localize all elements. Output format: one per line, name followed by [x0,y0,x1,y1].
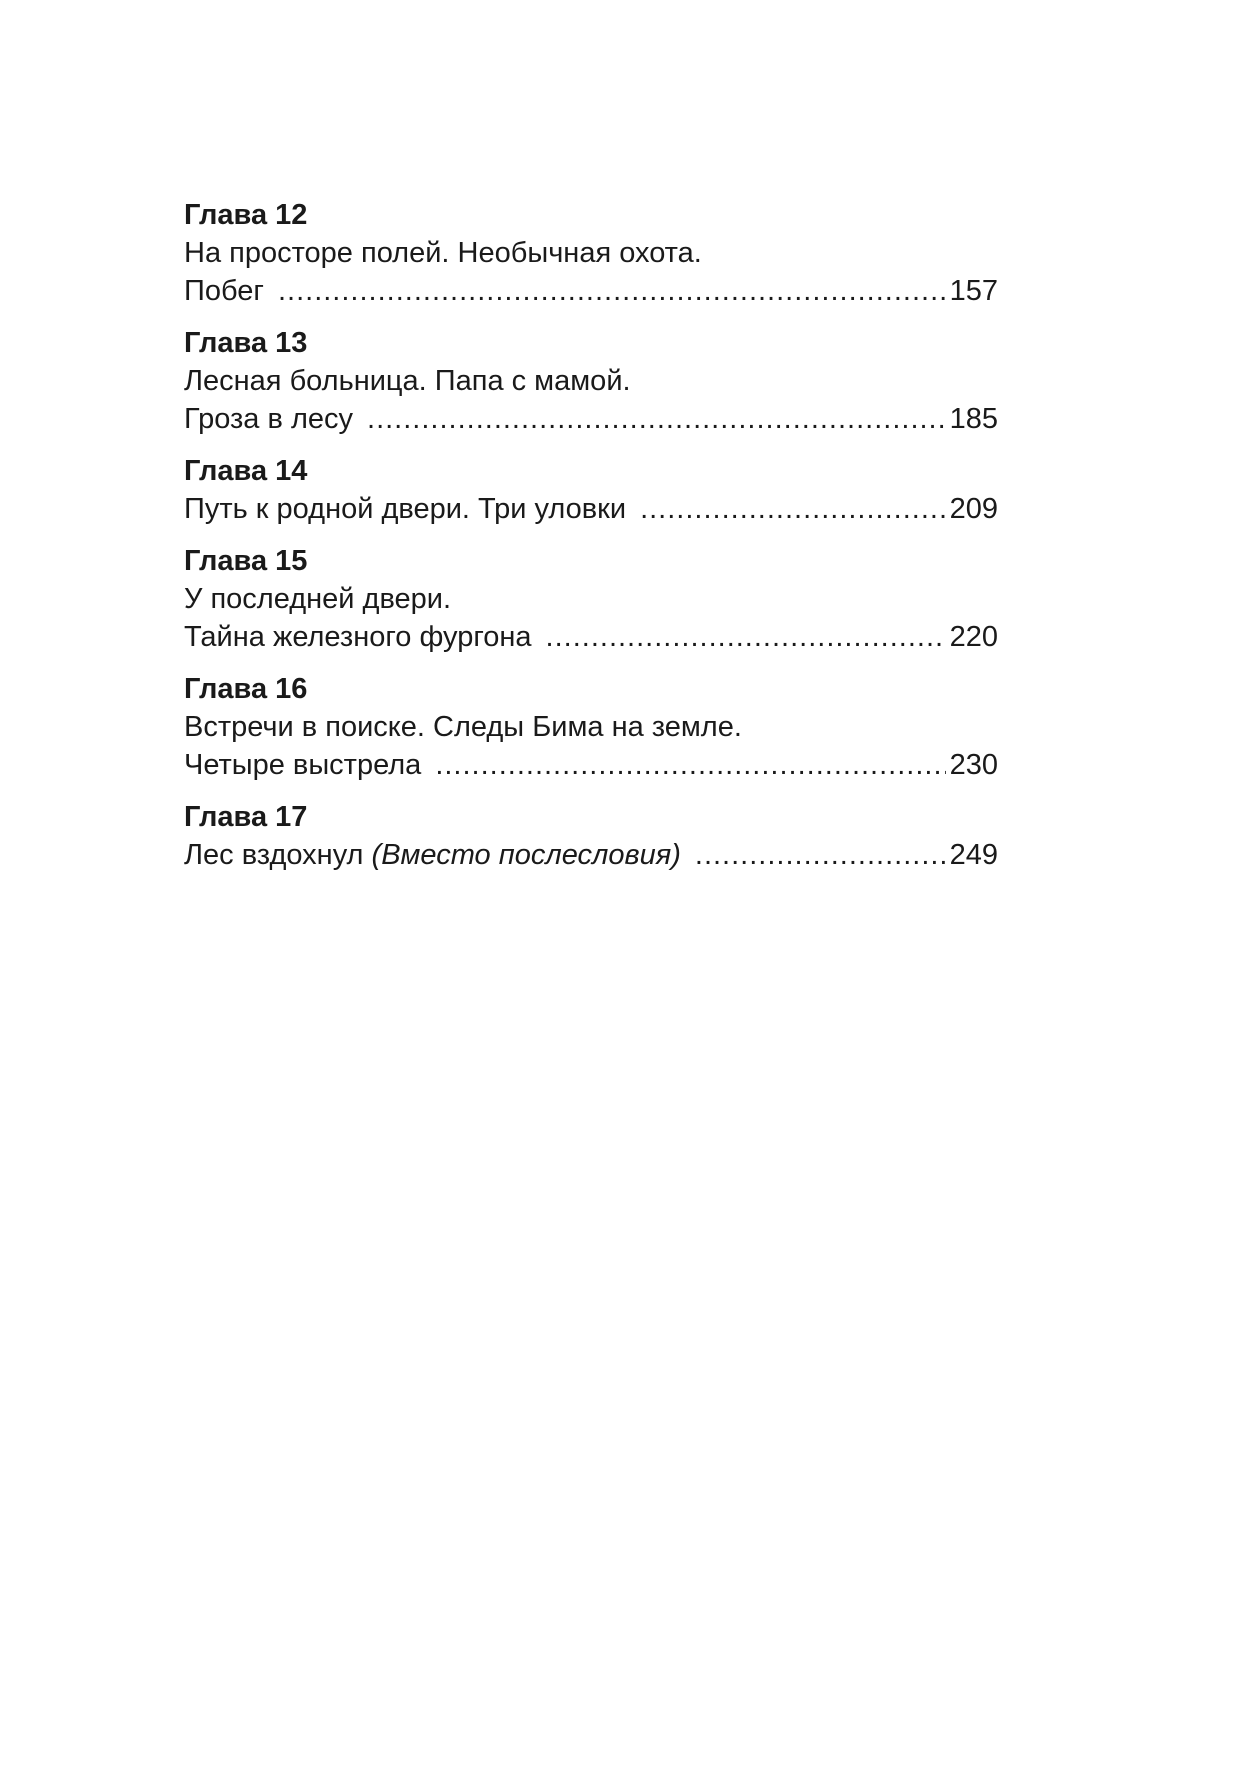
chapter-title-line: На просторе полей. Необычная охота. [184,237,702,269]
entry-title: Тайна железного фургона [184,621,532,653]
chapter-heading: Глава 14 [184,455,308,487]
chapter-title-line: Лесная больница. Папа с мамой. [184,365,631,397]
dot-leader [278,272,946,310]
page-number: 220 [949,621,998,653]
chapter-heading: Глава 15 [184,545,308,577]
page-number: 157 [949,275,998,307]
toc-chapter-14 [184,452,998,528]
page-number: 185 [949,403,998,435]
chapter-title-line: Встречи в поиске. Следы Бима на земле. [184,711,742,743]
entry-title: Лес вздохнул (Вместо послесловия) [184,839,681,871]
toc-entry[interactable] [184,836,998,874]
dot-leader [546,618,946,656]
entry-title: Побег [184,275,264,307]
toc-entry[interactable] [184,618,998,656]
chapter-heading: Глава 13 [184,327,308,359]
entry-title: Путь к родной двери. Три уловки [184,493,627,525]
page-number: 230 [949,749,998,781]
entry-title: Гроза в лесу [184,403,354,435]
chapter-title-line: У последней двери. [184,583,452,615]
dot-leader [695,836,946,874]
toc-chapter-15 [184,542,998,656]
entry-title: Четыре выстрела [184,749,422,781]
page-number: 209 [949,493,998,525]
toc-chapter-16 [184,670,998,784]
table-of-contents [184,196,998,888]
entry-subtitle-italic: (Вместо послесловия) [371,839,681,871]
toc-chapter-12 [184,196,998,310]
chapter-heading: Глава 17 [184,801,308,833]
toc-entry[interactable] [184,400,998,438]
chapter-heading: Глава 12 [184,199,308,231]
dot-leader [367,400,946,438]
toc-entry[interactable] [184,490,998,528]
toc-chapter-13 [184,324,998,438]
page-number: 249 [949,839,998,871]
toc-chapter-17 [184,798,998,874]
toc-entry[interactable] [184,272,998,310]
toc-entry[interactable] [184,746,998,784]
dot-leader [435,746,945,784]
dot-leader [640,490,946,528]
chapter-heading: Глава 16 [184,673,308,705]
